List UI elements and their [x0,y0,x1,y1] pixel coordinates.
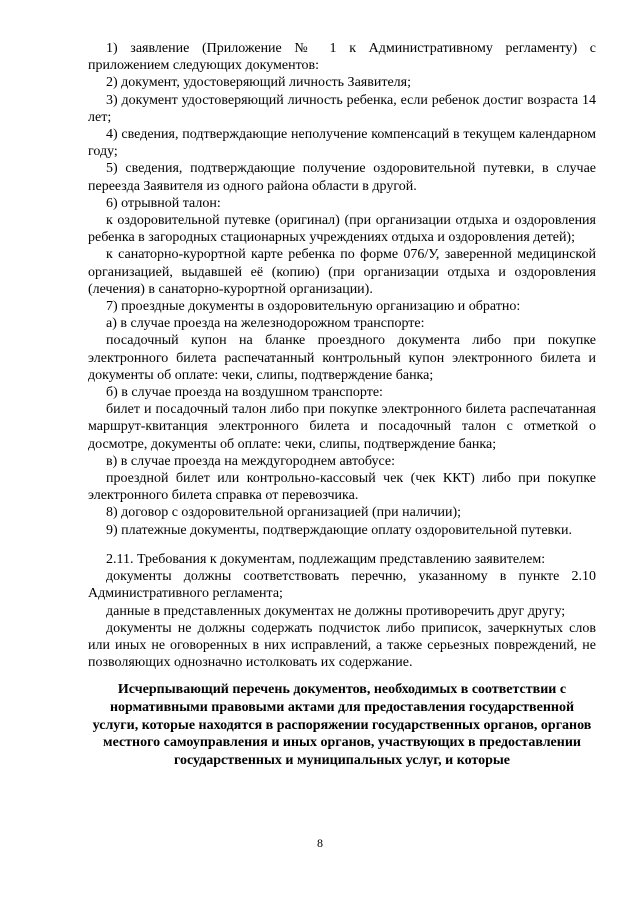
section-title: 2.11. Требования к документам, подлежащим представлению заявителем: [106,551,546,567]
list-item: к санаторно-курортной карте ребенка по форме 076/У, заверенной медицинской организацией, выдавшей её (копию) (при организации отдыха и оздоровления (лечения) в санаторно-курортной организации). [88,247,596,297]
document-page [88,40,596,769]
section-heading: Исчерпывающий перечень документов, необходимых в соответствии с нормативными правовыми актами для предоставления государственной услуги, которые находятся в распоряжении государственных органов, органов местного самоуправления и иных органов, участвующих в предоставлении государственных и муниципальных услуг, и которые [92,682,592,768]
list-item: посадочный купон на бланке проездного документа либо при покупке электронного билета распечатанный контрольный купон электронного билета и документы об оплате: чеки, слипы, подтверждение банка; [88,333,596,383]
list-item: б) в случае проезда на воздушном транспорте: [106,385,383,401]
list-item: документы должны соответствовать перечню, указанному в пункте 2.10 Административного регламента; [88,569,596,602]
list-item: 2) документ, удостоверяющий личность Заявителя; [106,75,411,91]
list-item: документы не должны содержать подчисток либо приписок, зачеркнутых слов или иных не оговоренных в них исправлений, а также серьезных повреждений, не позволяющих однозначно истолковать их содержание. [88,620,596,671]
list-item: а) в случае проезда на железнодорожном транспорте: [106,316,425,332]
list-item: 4) сведения, подтверждающие неполучение компенсаций в текущем календарном году; [88,127,596,160]
list-item: 8) договор с оздоровительной организацией (при наличии); [106,505,462,521]
list-item: данные в представленных документах не должны противоречить друг другу; [106,603,566,619]
list-item: 5) сведения, подтверждающие получение оздоровительной путевки, в случае переезда Заявителя из одного района области в другой. [88,161,596,194]
list-item: 6) отрывной талон: [106,195,221,211]
list-item: проездной билет или контрольно-кассовый чек (чек ККТ) либо при покупке электронного билета справка от перевозчика. [88,471,596,504]
list-item: в) в случае проезда на междугороднем автобусе: [106,453,395,469]
list-item: к оздоровительной путевке (оригинал) (при организации отдыха и оздоровления ребенка в загородных стационарных учреждениях отдыха и оздоровления детей); [88,213,596,246]
section-gap [88,539,596,551]
page-number: 8 [317,836,323,850]
list-item: 3) документ удостоверяющий личность ребенка, если ребенок достиг возраста 14 лет; [88,92,596,125]
list-item: 1) заявление (Приложение № 1 к Административному регламенту) с приложением следующих документов: [88,41,596,74]
list-item: 7) проездные документы в оздоровительную организацию и обратно: [106,299,521,315]
list-item: билет и посадочный талон либо при покупке электронного билета распечатанная маршрут-квитанция электронного билета и посадочный талон с отметкой о досмотре, документы об оплате: чеки, слипы, подтверждение банка; [88,402,596,452]
list-item: 9) платежные документы, подтверждающие оплату оздоровительной путевки. [106,522,572,538]
